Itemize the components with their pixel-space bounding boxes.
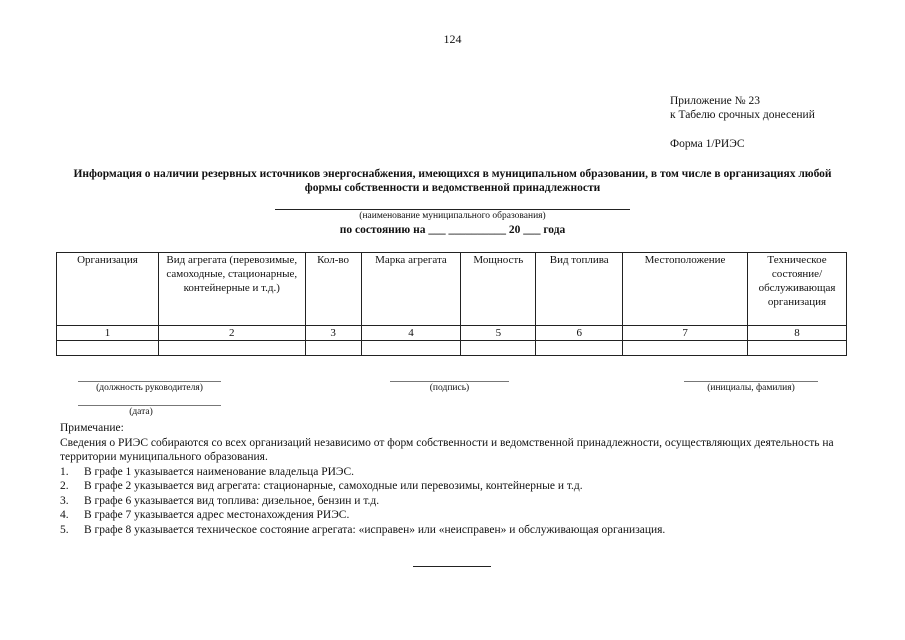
position-caption: (должность руководителя) xyxy=(96,383,203,393)
column-number: 1 xyxy=(57,326,159,341)
column-number-row xyxy=(57,326,847,341)
list-item xyxy=(60,523,850,538)
item-text: В графе 7 указывается адрес местонахождения РИЭС. xyxy=(84,509,350,521)
form-code: Форма 1/РИЭС xyxy=(670,138,745,150)
notes-list xyxy=(60,465,850,538)
initials-caption: (инициалы, фамилия) xyxy=(707,383,795,393)
column-number: 2 xyxy=(158,326,305,341)
appendix-title: Приложение № 23 xyxy=(670,95,760,107)
item-number: 1. xyxy=(60,465,69,478)
notes-heading: Примечание: xyxy=(60,422,124,434)
item-text: В графе 8 указывается техническое состояние агрегата: «исправен» или «неисправен» и обслуживающая организация. xyxy=(84,523,666,536)
item-text: В графе 2 указывается вид агрегата: стационарные, самоходные или перевозимы, контейнерные и т.д. xyxy=(84,480,583,492)
item-number: 3. xyxy=(60,494,69,507)
date-field xyxy=(78,405,221,417)
header-cell: Кол-во xyxy=(305,253,361,326)
list-item xyxy=(60,494,850,509)
document-title: Информация о наличии резервных источников энергоснабжения, имеющихся в муниципальном образовании, в том числе в организациях любой формы собственности и ведомственной принадлежности xyxy=(73,168,832,194)
empty-cell xyxy=(305,341,361,356)
header-cell: Техническое состояние/ обслуживающая организация xyxy=(748,253,847,326)
notes-intro: Сведения о РИЭС собираются со всех организаций независимо от форм собственности и ведомственной принадлежности, осуществляющих деятельность на территории муниципального образования. xyxy=(60,436,834,463)
column-number: 3 xyxy=(305,326,361,341)
header-cell: Мощность xyxy=(461,253,536,326)
closing-rule xyxy=(413,566,491,567)
header-cell: Марка агрегата xyxy=(361,253,461,326)
report-date-line: по состоянию на ___ __________ 20 ___ года xyxy=(339,224,566,236)
page-number: 124 xyxy=(443,32,462,46)
header-cell: Местоположение xyxy=(623,253,748,326)
empty-cell xyxy=(361,341,461,356)
initials-field xyxy=(684,381,818,393)
appendix-subtitle: к Табелю срочных донесений xyxy=(670,109,815,121)
notes-section xyxy=(60,421,850,537)
item-number: 5. xyxy=(60,523,69,536)
header-cell: Вид агрегата (перевозимые, самоходные, стационарные, контейнерные и т.д.) xyxy=(158,253,305,326)
column-number: 7 xyxy=(623,326,748,341)
column-number: 5 xyxy=(461,326,536,341)
header-cell: Вид топлива xyxy=(536,253,623,326)
signature-line xyxy=(390,381,509,382)
municipality-caption: (наименование муниципального образования) xyxy=(359,211,546,221)
column-number: 6 xyxy=(536,326,623,341)
position-signature-field xyxy=(78,381,221,393)
header-cell: Организация xyxy=(57,253,159,326)
list-item xyxy=(60,465,850,480)
resources-table xyxy=(56,252,847,356)
list-item xyxy=(60,479,850,494)
empty-cell xyxy=(536,341,623,356)
empty-cell xyxy=(158,341,305,356)
date-caption: (дата) xyxy=(129,407,153,417)
signature-field xyxy=(390,381,509,393)
municipality-line xyxy=(275,209,630,210)
list-item xyxy=(60,508,850,523)
empty-data-row xyxy=(57,341,847,356)
signature-line xyxy=(78,405,221,406)
empty-cell xyxy=(57,341,159,356)
column-number: 8 xyxy=(748,326,847,341)
appendix-block xyxy=(670,94,815,122)
empty-cell xyxy=(748,341,847,356)
signature-line xyxy=(684,381,818,382)
signature-caption: (подпись) xyxy=(429,383,470,393)
empty-cell xyxy=(623,341,748,356)
item-text: В графе 6 указывается вид топлива: дизельное, бензин и т.д. xyxy=(84,494,380,507)
signature-line xyxy=(78,381,221,382)
item-number: 4. xyxy=(60,509,69,521)
item-text: В графе 1 указывается наименование владельца РИЭС. xyxy=(84,465,355,478)
table-header-row xyxy=(57,253,847,326)
item-number: 2. xyxy=(60,480,69,492)
empty-cell xyxy=(461,341,536,356)
column-number: 4 xyxy=(361,326,461,341)
